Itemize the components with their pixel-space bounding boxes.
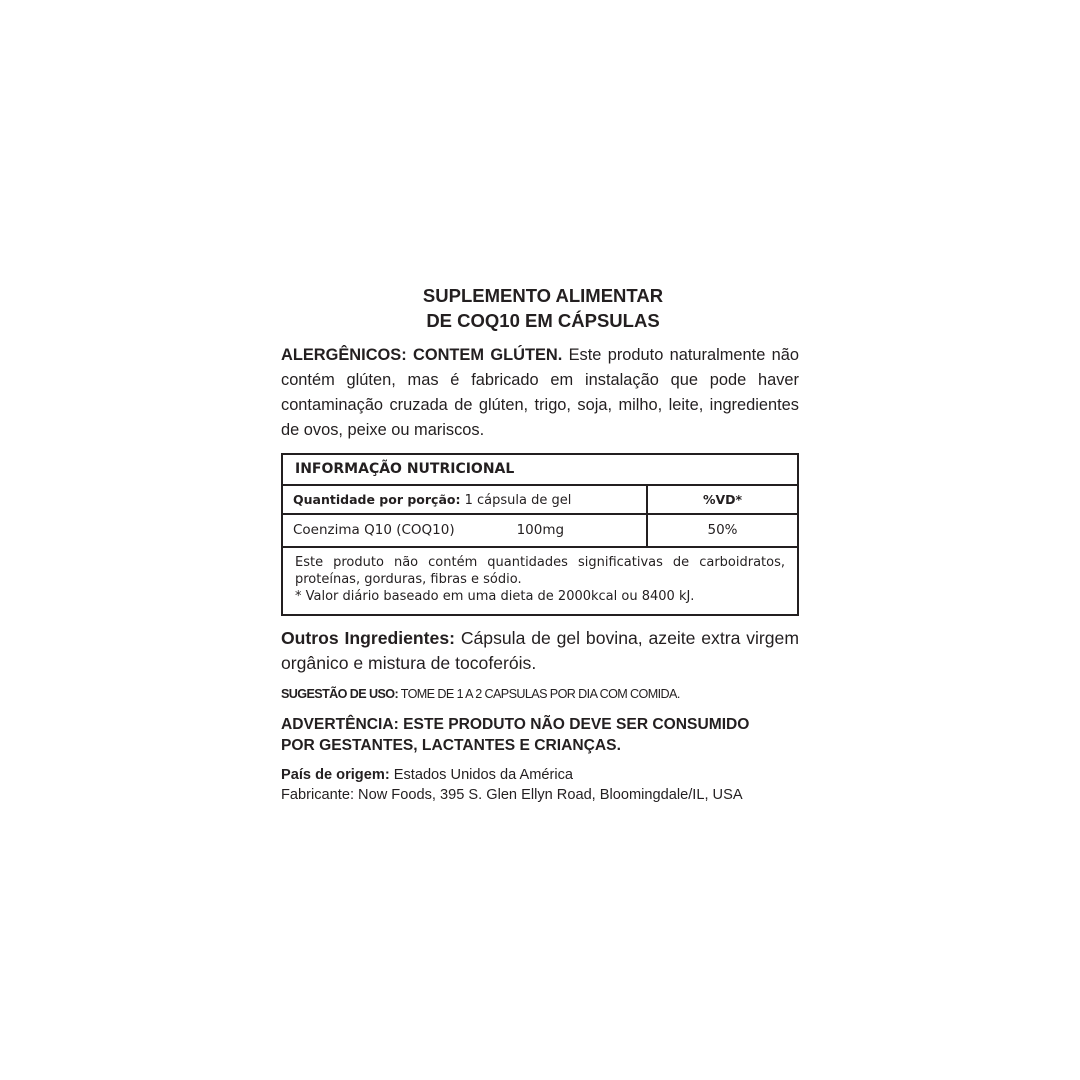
nutrient-cell <box>283 515 648 546</box>
warning-line-1: ADVERTÊNCIA: ESTE PRODUTO NÃO DEVE SER CONSUMIDO <box>281 716 750 733</box>
country-of-origin <box>281 765 799 785</box>
serving-cell <box>283 486 648 513</box>
nutrition-notes <box>283 548 797 614</box>
supplement-label <box>281 283 799 805</box>
product-title <box>281 283 799 333</box>
allergens-text: Este produto naturalmente não contém glúten, mas é fabricado em instalação que pode haver contaminação cruzada de glúten, trigo, soja, milho, leite, ingredientes de ovos, peixe ou mariscos. <box>281 346 799 439</box>
title-line-2: DE COQ10 EM CÁPSULAS <box>426 310 660 331</box>
allergens-heading: ALERGÊNICOS: CONTEM GLÚTEN. <box>281 346 563 364</box>
nutrient-amount: 100mg <box>516 522 565 538</box>
serving-label: Quantidade por porção: <box>293 492 461 507</box>
nutrition-table <box>281 453 799 616</box>
title-line-1: SUPLEMENTO ALIMENTAR <box>422 285 664 306</box>
other-ingredients-heading: Outros Ingredientes: <box>281 628 455 648</box>
nutrient-name: Coenzima Q10 (COQ10) <box>293 522 455 538</box>
allergens-paragraph <box>281 343 799 443</box>
usage-suggestion <box>281 685 799 703</box>
dv-header: %VD* <box>702 492 743 507</box>
nutrition-note: Este produto não contém quantidades significativas de carboidratos, proteínas, gorduras, fibras e sódio. <box>295 555 785 587</box>
usage-text: TOME DE 1 A 2 CAPSULAS POR DIA COM COMIDA. <box>398 687 680 701</box>
nutrient-row <box>283 515 797 548</box>
serving-value: 1 cápsula de gel <box>460 493 572 508</box>
other-ingredients-text: Cápsula de gel bovina, azeite extra virgem orgânico e mistura de tocoferóis. <box>281 628 800 673</box>
other-ingredients <box>281 626 799 676</box>
warning <box>281 714 799 756</box>
origin-label: País de origem: <box>281 767 390 783</box>
usage-heading: SUGESTÃO DE USO: <box>281 687 399 701</box>
nutrition-footnote: * Valor diário baseado em uma dieta de 2000kcal ou 8400 kJ. <box>295 589 695 604</box>
nutrient-dv: 50% <box>707 522 738 538</box>
origin-block <box>281 765 799 805</box>
warning-line-2: POR GESTANTES, LACTANTES E CRIANÇAS. <box>281 737 621 754</box>
serving-row <box>283 486 797 515</box>
origin-country: Estados Unidos da América <box>389 767 574 783</box>
manufacturer: Fabricante: Now Foods, 395 S. Glen Ellyn Road, Bloomingdale/IL, USA <box>281 787 743 803</box>
nutrition-heading: INFORMAÇÃO NUTRICIONAL <box>283 455 797 486</box>
